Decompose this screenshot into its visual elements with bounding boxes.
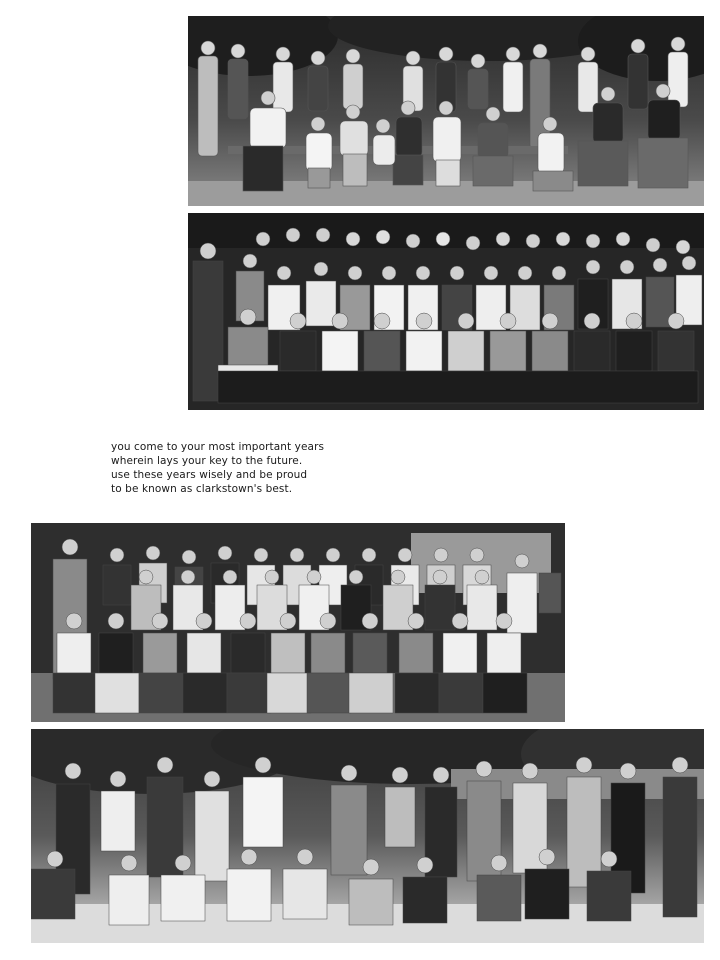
caption-line-3: use these years wisely and be proud <box>111 469 308 481</box>
group-photo-1-image <box>188 16 704 206</box>
group-photo-4 <box>31 729 704 943</box>
caption-block <box>111 440 371 496</box>
group-photo-4-image <box>31 729 704 943</box>
caption-line-4: to be known as clarkstown's best. <box>111 483 293 495</box>
group-photo-2-image <box>188 213 704 410</box>
caption-line-1: you come to your most important years <box>111 441 325 453</box>
group-photo-1 <box>188 16 704 206</box>
group-photo-3-image <box>31 523 565 722</box>
middle-row <box>131 570 497 630</box>
group-photo-3 <box>31 523 565 722</box>
group-photo-2 <box>188 213 704 410</box>
caption-line-2: wherein lays your key to the future. <box>111 455 303 467</box>
